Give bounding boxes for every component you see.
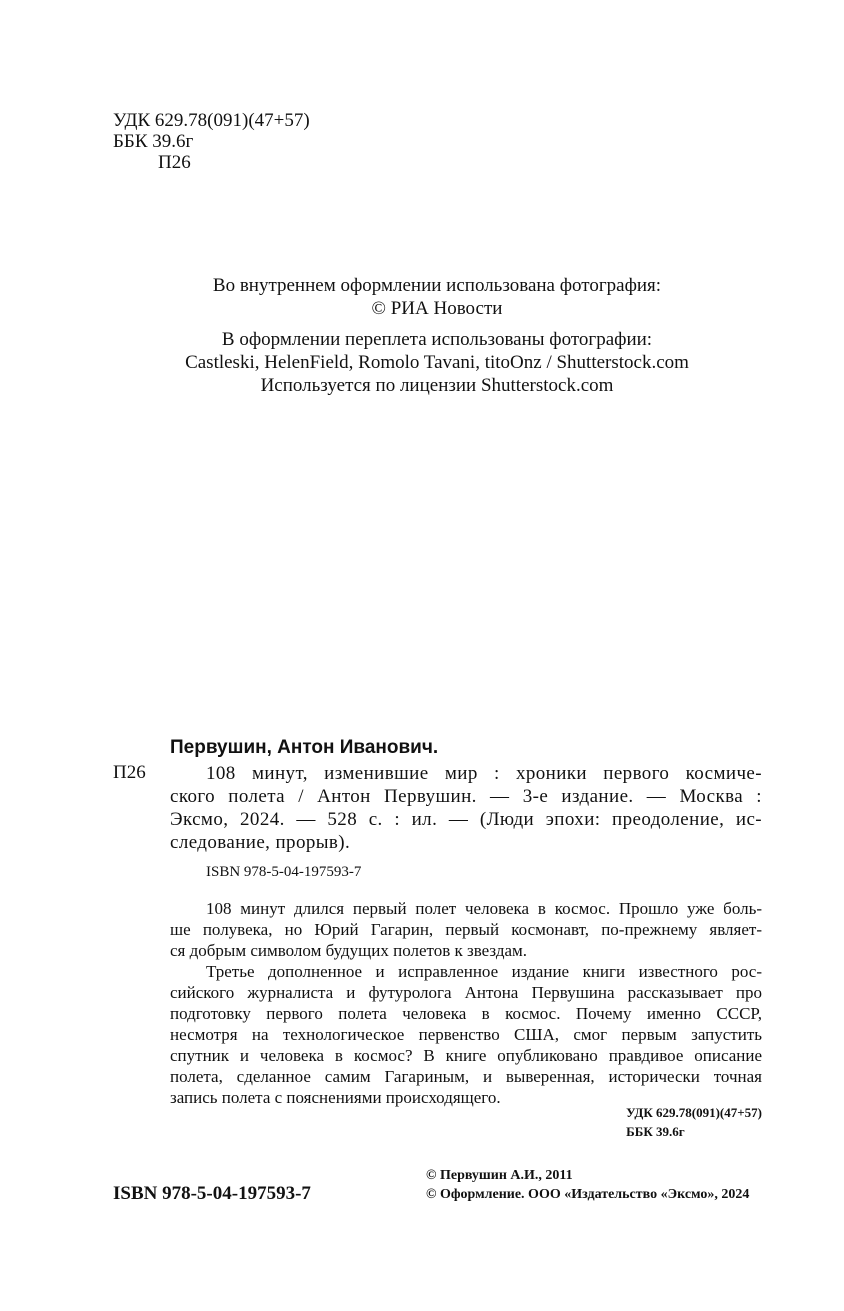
bbk-code: ББК 39.6г — [113, 131, 194, 152]
udk-code: УДК 629.78(091)(47+57) — [113, 110, 310, 131]
cover-photo-credits — [100, 328, 774, 397]
annotation-paragraph-2 — [170, 961, 762, 1108]
annotation-line: спутник и человека в космос? В книге опубликовано правдивое описание — [170, 1046, 762, 1065]
interior-photo-credits — [100, 274, 774, 320]
description-line: Эксмо, 2024. — 528 с. : ил. — (Люди эпохи: преодоление, ис- — [170, 809, 762, 830]
credit-line: Castleski, HelenField, Romolo Tavani, titoOnz / Shutterstock.com — [185, 352, 689, 373]
description-line: 108 минут, изменившие мир : хроники первого космиче- — [206, 763, 762, 784]
annotation-paragraph-1 — [170, 898, 762, 961]
record-description — [170, 762, 762, 854]
annotation-line: 108 минут длился первый полет человека в космос. Прошло уже боль- — [206, 899, 762, 918]
copyright-line: © Оформление. ООО «Издательство «Эксмо», 2024 — [426, 1187, 750, 1202]
annotation-line: ше полувека, но Юрий Гагарин, первый космонавт, по-прежнему являет- — [170, 920, 762, 939]
annotation-line: сийского журналиста и футуролога Антона Первушина рассказывает про — [170, 983, 762, 1002]
footer-bbk-code: ББК 39.6г — [626, 1124, 685, 1139]
annotation-line: подготовку первого полета человека в космос. Почему именно СССР, — [170, 1004, 762, 1023]
footer-isbn: ISBN 978-5-04-197593-7 — [113, 1183, 311, 1204]
annotation-line: ся добрым символом будущих полетов к звездам. — [170, 941, 528, 960]
annotation-line: Третье дополненное и исправленное издание книги известного рос- — [206, 962, 762, 981]
copyright-line: © Первушин А.И., 2011 — [426, 1168, 573, 1183]
description-line: ского полета / Антон Первушин. — 3-е издание. — Москва : — [170, 786, 762, 807]
copyright-notice — [426, 1166, 749, 1204]
credit-line: Во внутреннем оформлении использована фотография: — [212, 275, 662, 296]
credit-line: Используется по лицензии Shutterstock.com — [260, 375, 614, 396]
credit-line: В оформлении переплета использованы фотографии: — [221, 329, 653, 350]
annotation-line: несмотря на технологическое первенство США, смог первым запустить — [170, 1025, 762, 1044]
footer-classification — [626, 1103, 762, 1141]
annotation-line: запись полета с пояснениями происходящего. — [170, 1088, 501, 1107]
credit-line: © РИА Новости — [371, 298, 503, 319]
record-author: Первушин, Антон Иванович. — [170, 737, 439, 758]
footer-udk-code: УДК 629.78(091)(47+57) — [626, 1105, 762, 1120]
annotation-line: полета, сделанное самим Гагариным, и выверенная, исторически точная — [170, 1067, 762, 1086]
record-author-sign: П26 — [113, 762, 146, 783]
description-line: следование, прорыв). — [170, 832, 351, 853]
record-isbn: ISBN 978-5-04-197593-7 — [206, 864, 362, 880]
author-sign-code: П26 — [158, 152, 191, 173]
